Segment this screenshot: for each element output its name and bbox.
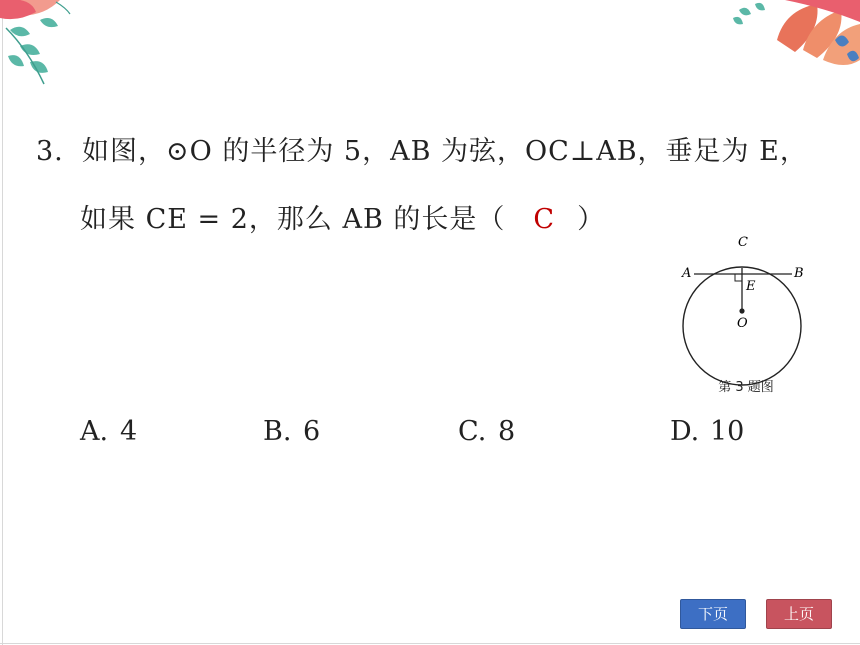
option-d <box>670 414 744 450</box>
left-border <box>2 0 3 645</box>
label-b: B <box>794 266 804 281</box>
next-page-button[interactable]: 下页 <box>680 599 746 629</box>
option-b-value: 6 <box>303 416 321 447</box>
question-line-2 <box>80 202 605 238</box>
option-b <box>263 414 320 450</box>
figure-caption: 第 3 题图 <box>718 380 774 395</box>
previous-page-button[interactable]: 上页 <box>766 599 832 629</box>
option-a-letter: A. <box>80 416 109 447</box>
label-c: C <box>738 235 748 250</box>
floral-decoration-top-right <box>725 0 860 72</box>
right-angle-mark <box>735 274 742 281</box>
bottom-border <box>0 643 860 644</box>
option-a <box>80 414 137 450</box>
option-d-value: 10 <box>710 416 745 447</box>
option-d-letter: D. <box>670 416 700 447</box>
question-text-2: 如果 CE = 2，那么 AB 的长是（ <box>80 204 506 235</box>
option-b-letter: B. <box>263 416 292 447</box>
label-o: O <box>737 316 748 331</box>
question-number: 3. <box>36 136 64 167</box>
question-text-2-end: ） <box>577 204 606 235</box>
option-c-letter: C. <box>458 416 487 447</box>
label-a: A <box>682 266 692 281</box>
center-point-o <box>739 308 744 313</box>
question-text-1: 如图，⊙O 的半径为 5，AB 为弦，OC⊥AB，垂足为 E， <box>82 136 808 167</box>
option-c-value: 8 <box>498 416 516 447</box>
option-c <box>458 414 515 450</box>
answer-text: C <box>533 204 556 235</box>
option-a-value: 4 <box>120 416 138 447</box>
floral-decoration-top-left <box>0 0 80 90</box>
label-e: E <box>746 279 756 294</box>
question-line-1 <box>36 134 808 170</box>
